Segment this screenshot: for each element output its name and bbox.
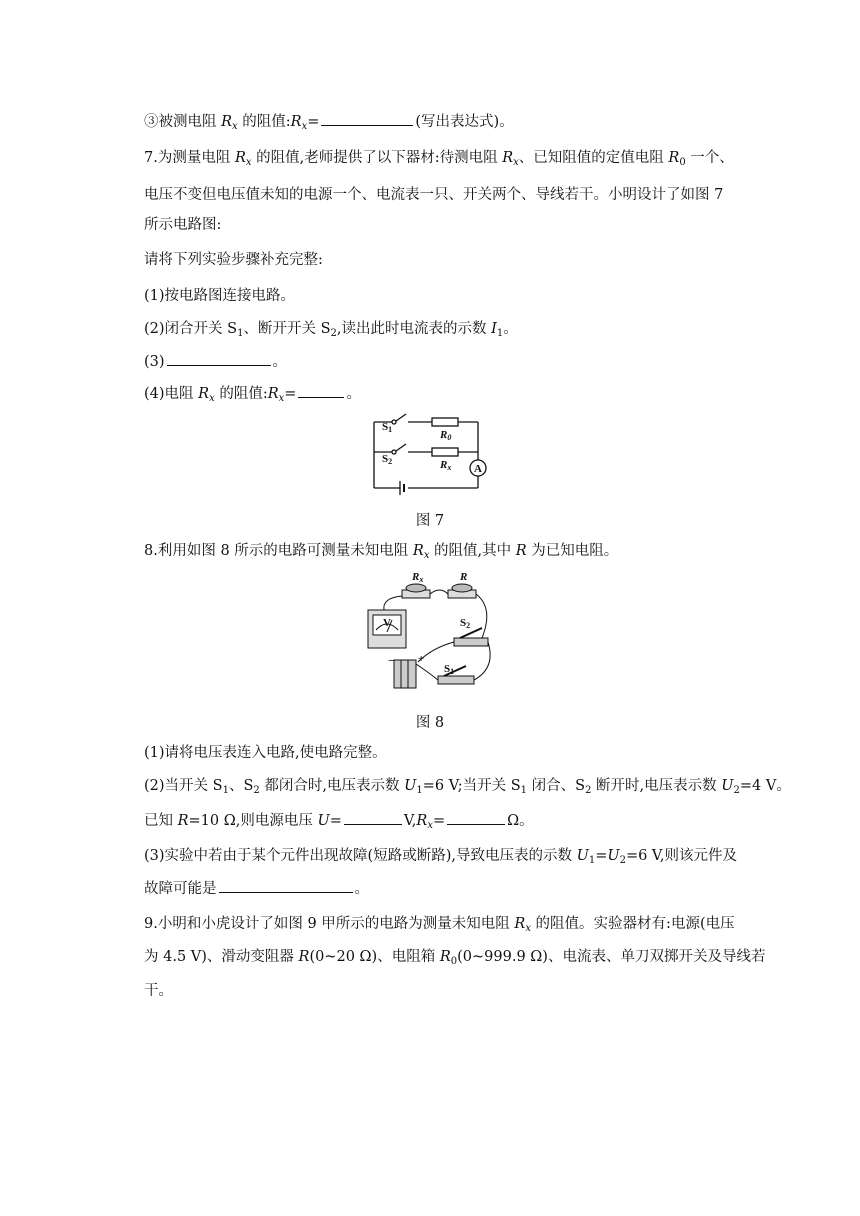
question-9-line-3: 干。 — [144, 983, 173, 999]
question-7-line-3: 所示电路图: — [144, 217, 222, 233]
question-8-part-2-continued: 已知 R=10 Ω,则电源电压 $U= V,R_x= \Omega$。 — [144, 810, 744, 831]
answer-blank[interactable] — [298, 383, 344, 398]
question-8-part-1: (1)请将电压表连入电路,使电路完整。 — [144, 745, 387, 761]
label-r0: R0 — [440, 429, 452, 442]
question-8-part-2: (2)当开关 $S_1$、$S_2$ 都闭合时,电压表示数 $U_1=6$ V;当开关 $S_1$ 闭合、$S_2$ 断开时,电压表示数 $U_2=4$ V。 — [144, 778, 791, 796]
answer-blank[interactable] — [321, 111, 413, 126]
label-s2: S2 — [382, 453, 393, 466]
question-7-line-4: 请将下列实验步骤补充完整: — [144, 252, 323, 268]
question-7-step-4: (4)电阻 $R_x$ 的阻值$:R_x=$ 。 — [144, 383, 744, 404]
question-7-step-2: (2)闭合开关 $S_1$、断开开关 $S_2$,读出此时电流表的示数 $I_1$。 — [144, 321, 518, 339]
label-minus: − — [388, 655, 395, 667]
question-8-part-3-continued: 故障可能是 。 — [144, 878, 744, 899]
label-ammeter: A — [474, 463, 482, 475]
label-s1: S1 — [444, 663, 455, 676]
answer-blank-fault[interactable] — [219, 878, 353, 893]
label-rx: Rx — [412, 571, 424, 584]
figure-7-circuit-diagram — [360, 408, 500, 500]
question-9-line-2: 为 4.5 V)、滑动变阻器 R(0~20 Ω)、电阻箱 $R_0(0\sim 999.9$ Ω)、电流表、单刀双掷开关及导线若 — [144, 949, 766, 967]
question-7-line-2: 电压不变但电压值未知的电源一个、电流表一只、开关两个、导线若干。小明设计了如图 7 — [144, 187, 724, 203]
question-7-step-3: (3) 。 — [144, 351, 744, 372]
label-s1: S1 — [382, 421, 393, 434]
question-9-line-1: 9.小明和小虎设计了如图 9 甲所示的电路为测量未知电阻 $R_x$ 的阻值。实验器材有:电源(电压 — [144, 916, 735, 934]
label-rx: Rx — [440, 459, 452, 472]
text-line-resistance-expression: ③被测电阻 $R_x$ 的阻值$:R_x=$ (写出表达式)。 — [144, 111, 744, 132]
figure-7-caption: 图 7 — [415, 513, 445, 529]
answer-blank[interactable] — [167, 351, 271, 366]
question-8-line-1: 8.利用如图 8 所示的电路可测量未知电阻 $R_x$ 的阻值,其中 R 为已知电阻。 — [144, 543, 619, 561]
answer-blank-voltage[interactable] — [344, 810, 402, 825]
label-s2: S2 — [460, 617, 471, 630]
label-voltmeter: V — [383, 617, 391, 629]
figure-8-caption: 图 8 — [415, 715, 445, 731]
figure-8-physical-circuit — [362, 568, 498, 696]
answer-blank-resistance[interactable] — [447, 810, 505, 825]
label-plus: + — [418, 653, 425, 665]
question-7-step-1: (1)按电路图连接电路。 — [144, 288, 296, 304]
question-8-part-3: (3)实验中若由于某个元件出现故障(短路或断路),导致电压表的示数 $U_1=U_2=6$ V,则该元件及 — [144, 848, 737, 866]
question-7-line-1: 7.为测量电阻 $R_x$ 的阻值,老师提供了以下器材:待测电阻 $R_x$、已知阻值的定值电阻 $R_0$ 一个、 — [144, 150, 734, 168]
label-r: R — [460, 571, 468, 583]
